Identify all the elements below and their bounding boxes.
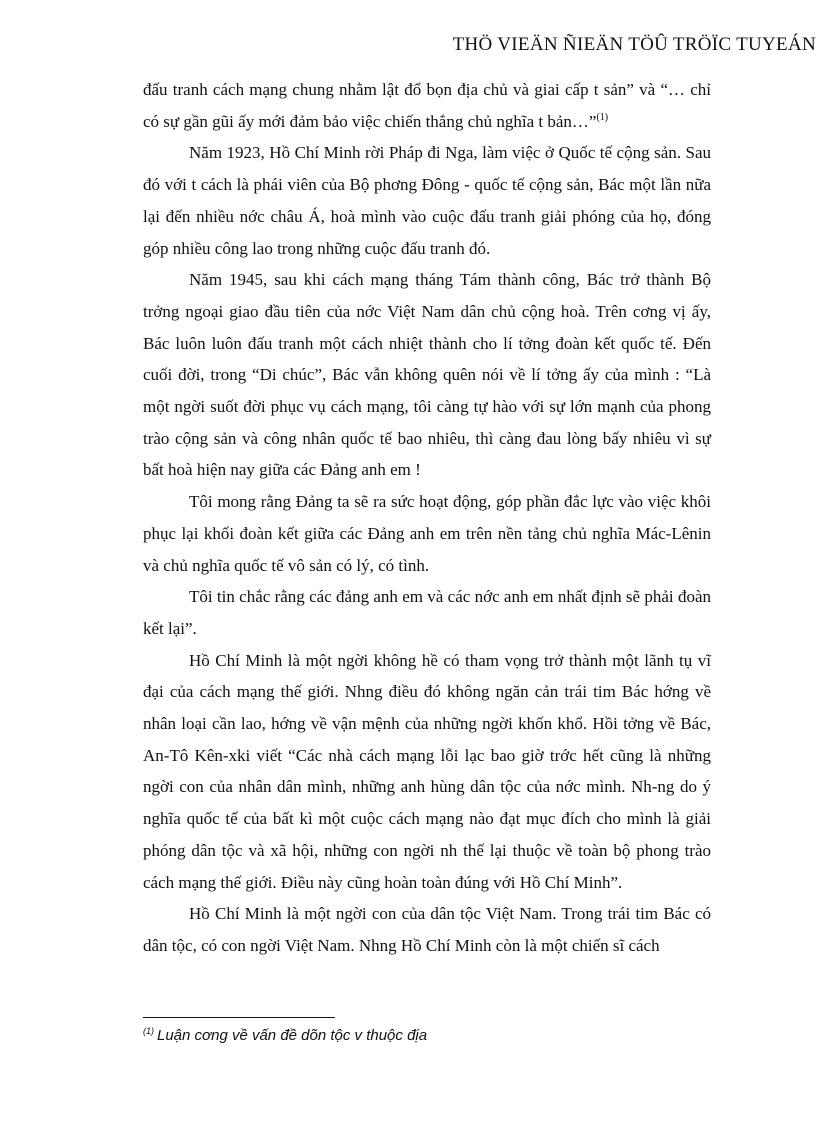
paragraph: Tôi mong rằng Đảng ta sẽ ra sức hoạt động, góp phần đắc lực vào việc khôi phục lại khối đoàn kết giữa các Đảng anh em trên nền tảng chủ nghĩa Mác-Lênin và chủ nghĩa quốc tế vô sản có lý, có tình. bbox=[143, 492, 711, 575]
footnote-marker: (1) bbox=[143, 1026, 154, 1036]
document-body bbox=[143, 74, 711, 962]
page-header: THÖ VIEÄN ÑIEÄN TÖÛ TRÖÏC TUYEÁN bbox=[452, 34, 816, 55]
paragraph: Tôi tin chắc rằng các đảng anh em và các nớc anh em nhất định sẽ phải đoàn kết lại”. bbox=[143, 587, 711, 638]
paragraph: Năm 1923, Hồ Chí Minh rời Pháp đi Nga, làm việc ở Quốc tế cộng sản. Sau đó với t cách là phái viên của Bộ phơng Đông - quốc tế cộng sản, Bác một lần nữa lại đến nhiều nớc châu Á, hoà mình vào cuộc đấu tranh giải phóng của họ, đóng góp nhiều công lao trong những cuộc đấu tranh đó. bbox=[143, 143, 711, 258]
footnote-reference: (1) bbox=[596, 111, 609, 123]
footnote-divider bbox=[143, 1017, 335, 1018]
paragraph-text: đấu tranh cách mạng chung nhằm lật đổ bọn địa chủ và giai cấp t sản” và “… chỉ có sự gần gũi ấy mới đảm bảo việc chiến thắng chủ nghĩa t bản…” bbox=[143, 80, 711, 131]
paragraph: Năm 1945, sau khi cách mạng tháng Tám thành công, Bác trở thành Bộ trởng ngoại giao đầu tiên của nớc Việt Nam dân chủ cộng hoà. Trên cơng vị ấy, Bác luôn luôn đấu tranh một cách nhiệt thành cho lí tởng đoàn kết quốc tế. Đến cuối đời, trong “Di chúc”, Bác vẫn không quên nói về lí tởng ấy của mình : “Là một ngời suốt đời phục vụ cách mạng, tôi càng tự hào với sự lớn mạnh của phong trào cộng sản và công nhân quốc tế bao nhiêu, thì càng đau lòng bấy nhiêu vì sự bất hoà hiện nay giữa các Đảng anh em ! bbox=[143, 270, 711, 480]
footnote bbox=[143, 1027, 427, 1044]
paragraph: Hồ Chí Minh là một ngời không hề có tham vọng trở thành một lãnh tụ vĩ đại của cách mạng thế giới. Nhng điều đó không ngăn cản trái tim Bác hớng về nhân loại cần lao, hớng về vận mệnh của những ngời khốn khổ. Hồi tởng về Bác, An-Tô Kên-xki viết “Các nhà cách mạng lỗi lạc bao giờ trớc hết cũng là những ngời con của nhân dân mình, những anh hùng dân tộc của nớc mình. Nh-ng do ý nghĩa quốc tế của bất kì một cuộc cách mạng nào đạt mục đích cho mình là giải phóng dân tộc và xã hội, những con ngời nh thế lại thuộc về toàn bộ phong trào cách mạng thế giới. Điều này cũng hoàn toàn đúng với Hồ Chí Minh”. bbox=[143, 650, 711, 892]
paragraph-continued bbox=[143, 74, 711, 137]
paragraph: Hồ Chí Minh là một ngời con của dân tộc Việt Nam. Trong trái tim Bác có dân tộc, có con ngời Việt Nam. Nhng Hồ Chí Minh còn là một chiến sĩ cách bbox=[143, 904, 711, 955]
footnote-text: Luận cơng về vấn đề dõn tộc v thuộc địa bbox=[157, 1027, 428, 1044]
